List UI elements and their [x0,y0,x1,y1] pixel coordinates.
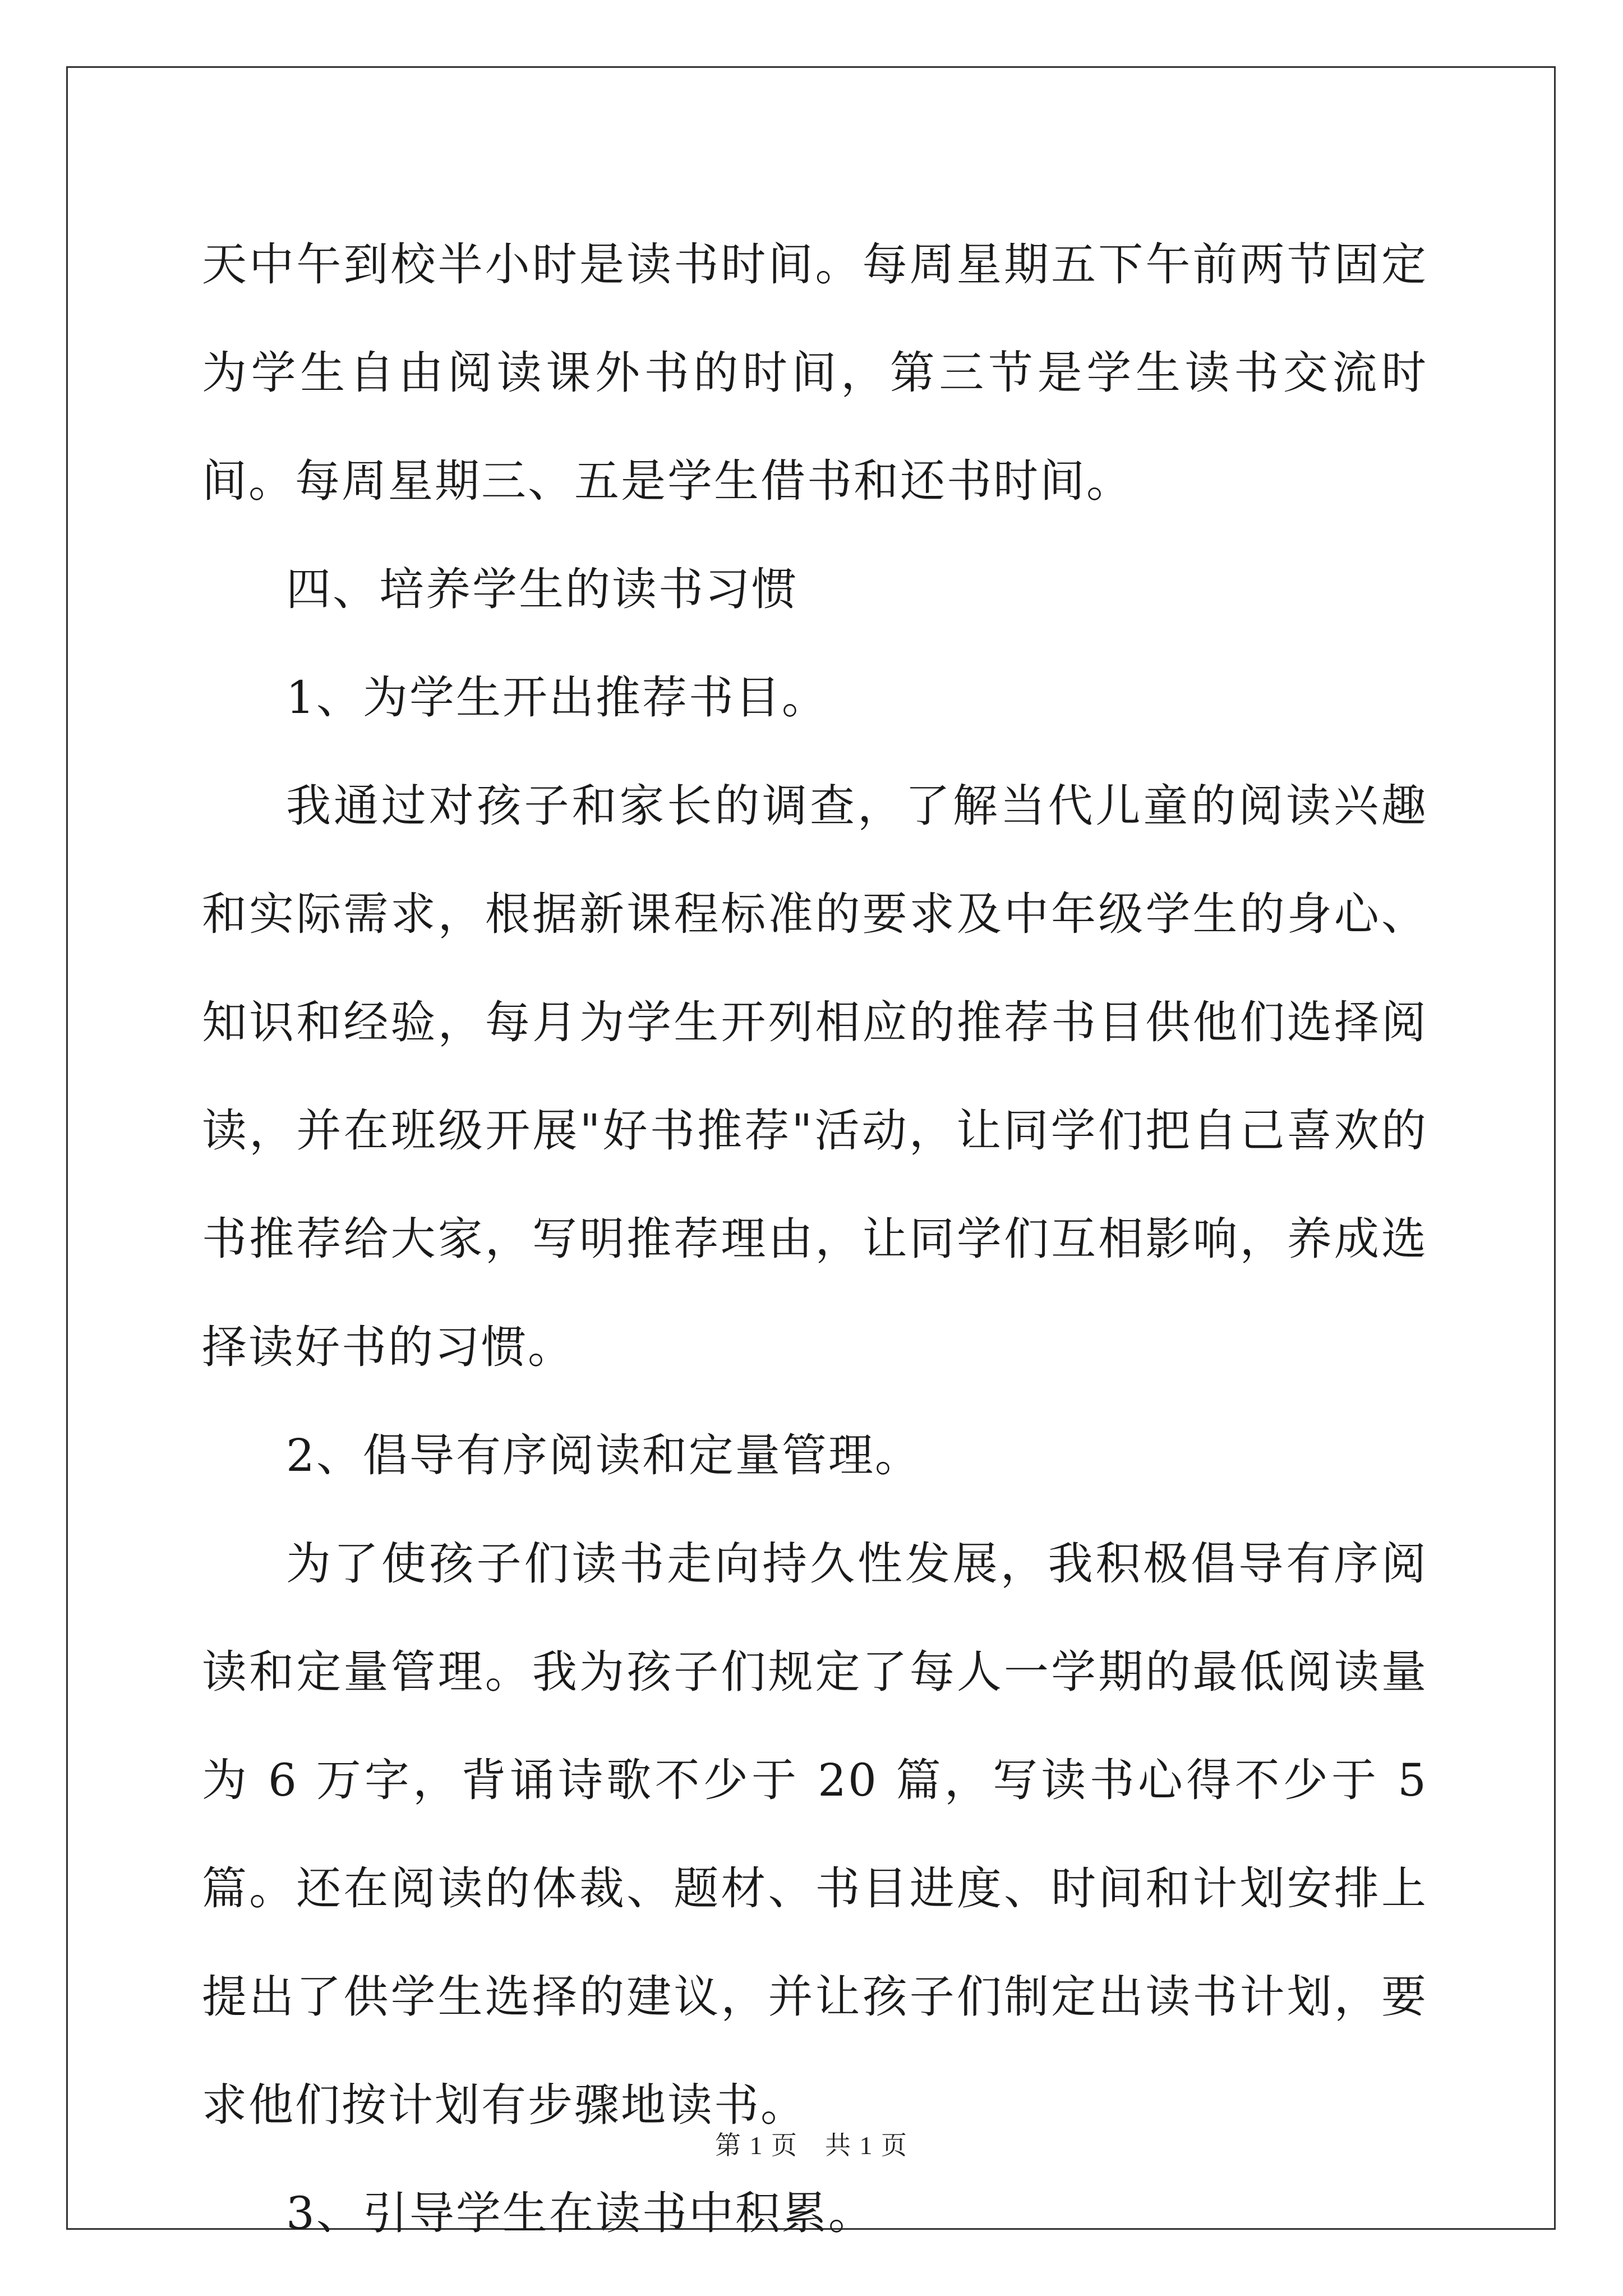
paragraph-recommended-books: 我通过对孩子和家长的调查，了解当代儿童的阅读兴趣和实际需求，根据新课程标准的要求及中年级学生的身心、知识和经验，每月为学生开列相应的推荐书目供他们选择阅读，并在班级开展"好书推荐"活动，让同学们把自己喜欢的书推荐给大家，写明推荐理由，让同学们互相影响，养成选择读好书的习惯。 [202,780,1428,1373]
paragraph-continuation: 天中午到校半小时是读书时间。每周星期五下午前两节固定为学生自由阅读课外书的时间，第三节是学生读书交流时间。每周星期三、五是学生借书和还书时间。 [202,238,1428,507]
page-number-footer: 第 1 页 共 1 页 [715,2131,908,2160]
subheading-ordered-reading: 2、倡导有序阅读和定量管理。 [286,1429,921,1481]
subheading-accumulation: 3、引导学生在读书中积累。 [286,2187,875,2239]
document-body [202,210,1428,2267]
paragraph-ordered-reading: 为了使孩子们读书走向持久性发展，我积极倡导有序阅读和定量管理。我为孩子们规定了每人一学期的最低阅读量为 6 万字，背诵诗歌不少于 20 篇，写读书心得不少于 5 篇。还在阅读的体裁、题材、书目进度、时间和计划安排上提出了供学生选择的建议，并让孩子们制定出读书计划，要求他们按计划有步骤地读书。 [202,1538,1428,2131]
section-heading-habits: 四、培养学生的读书习惯 [286,563,798,615]
subheading-recommended-books: 1、为学生开出推荐书目。 [286,671,828,724]
